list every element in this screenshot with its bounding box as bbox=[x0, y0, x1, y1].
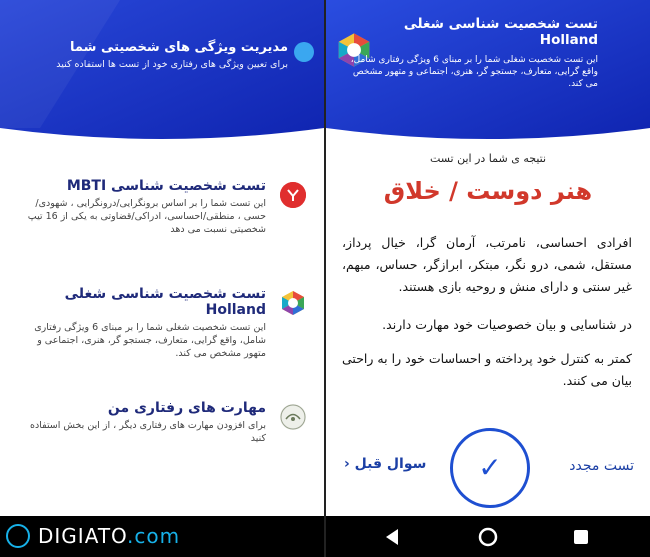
right-screen bbox=[326, 0, 650, 557]
item-title: مهارت های رفتاری من bbox=[107, 400, 266, 416]
header-title: تست شخصیت شناسی شغلی Holland bbox=[403, 16, 598, 48]
item-desc: این تست شما را بر اساس برونگرایی/درونگرایی ، شهودی/حسی ، منطقی/احساسی، ادراکی/قضاوتی به یکی از 16 تیپ شخصیتی نسبت می دهد bbox=[27, 198, 266, 235]
item-desc: این تست شخصیت شغلی شما را بر مبنای 6 ویژگی رفتاری شامل، واقع گرایی، متعارف، جستجو گر، هنری، اجتماعی و متهور مشخص می کند. bbox=[34, 322, 266, 359]
holland-icon bbox=[280, 290, 306, 316]
result-paragraph-3: کمتر به کنترل خود پرداخته و احساسات خود را به راحتی بیان می کنند. bbox=[342, 351, 632, 388]
header-title: مدیریت ویژگی های شخصیتی شما bbox=[70, 40, 288, 55]
item-title: تست شخصیت شناسی MBTI bbox=[66, 178, 266, 194]
result-title: هنر دوست / خلاق bbox=[383, 177, 593, 205]
checkmark-icon: ✓ bbox=[478, 451, 502, 484]
item-title: تست شخصیت شناسی شغلی Holland bbox=[64, 286, 266, 318]
item-desc: برای افزودن مهارت های رفتاری دیگر ، از این بخش استفاده کنید bbox=[30, 420, 266, 444]
list-item-holland[interactable] bbox=[14, 286, 306, 360]
soft-skills-icon bbox=[280, 404, 306, 430]
right-header bbox=[326, 0, 650, 140]
chevron-left-icon: ‹ bbox=[344, 456, 350, 472]
recents-icon[interactable] bbox=[570, 526, 592, 548]
previous-question-button[interactable]: سوال قبل ‹ bbox=[344, 456, 427, 472]
left-screen bbox=[0, 0, 324, 557]
result-section bbox=[344, 152, 632, 205]
bottom-actions bbox=[326, 428, 650, 516]
digiato-logo-icon bbox=[6, 524, 30, 548]
brand-bar bbox=[0, 516, 324, 557]
mbti-icon bbox=[280, 182, 306, 208]
header-subtitle: برای تعیین ویژگی های رفتاری خود از تست ها استفاده کنید bbox=[56, 59, 288, 70]
result-paragraph-1: افرادی احساسی، نامرتب، آرمان گرا، خیال پرداز، مستقل، شمی، درو نگر، مبتکر، ابرازگر، حساس، مبهم، غیر سنتی و دارای منش و روحیه بازی هستند. bbox=[342, 235, 632, 294]
header-subtitle: این تست شخصیت شغلی شما را بر مبنای 6 ویژگی رفتاری شامل، واقع گرایی، متعارف، جستجو گر، هنری، اجتماعی و متهور مشخص می کند. bbox=[350, 55, 598, 89]
android-nav-bar bbox=[326, 516, 650, 557]
list-item-soft-skills[interactable] bbox=[14, 400, 306, 445]
back-icon[interactable] bbox=[382, 526, 404, 548]
result-paragraph-2: در شناسایی و بیان خصوصیات خود مهارت دارند. bbox=[382, 317, 632, 332]
home-icon[interactable] bbox=[477, 526, 499, 548]
confirm-button[interactable] bbox=[450, 428, 530, 508]
header-dot-icon bbox=[294, 42, 314, 62]
result-label: نتیجه ی شما در این تست bbox=[429, 152, 547, 165]
left-header bbox=[0, 0, 324, 140]
retake-test-button[interactable]: تست مجدد bbox=[569, 458, 634, 474]
list-item-mbti[interactable] bbox=[14, 178, 306, 236]
brand-text: DIGIATO.com bbox=[38, 524, 181, 548]
